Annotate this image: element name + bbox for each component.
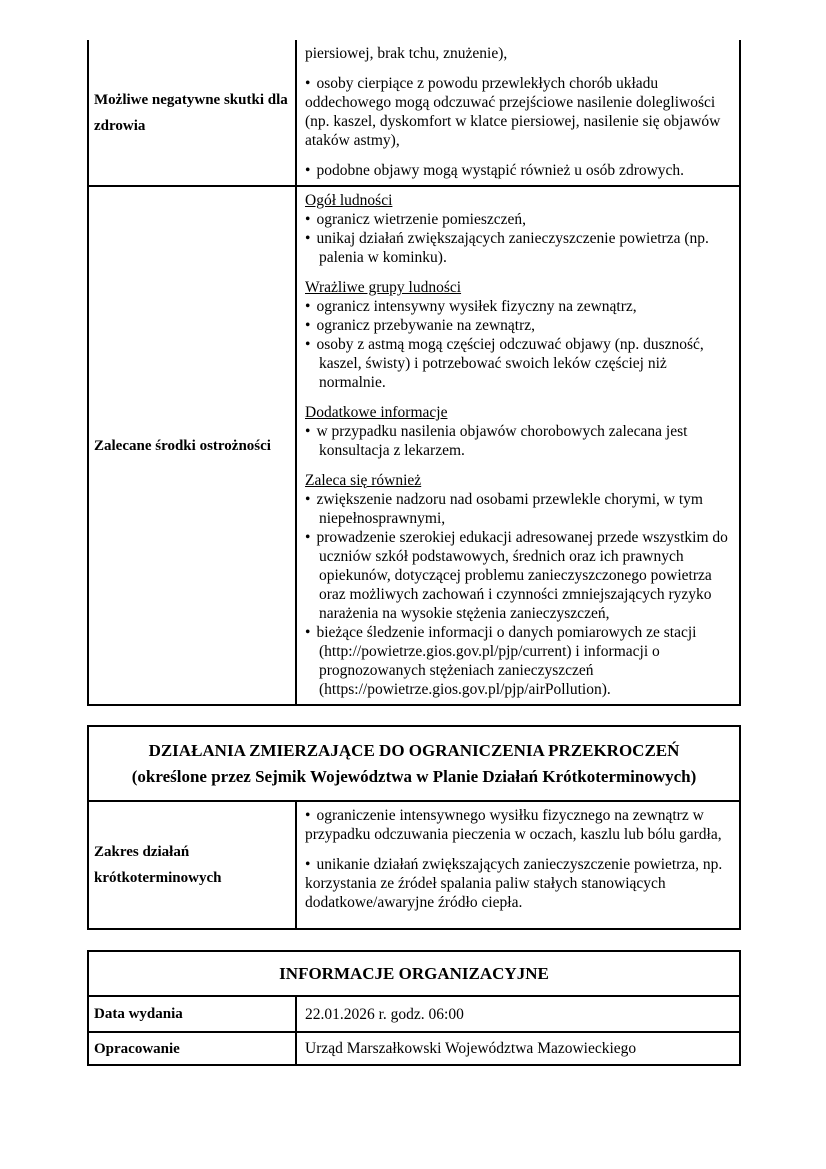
short-term-actions-table	[87, 725, 741, 930]
bullet-item: • podobne objawy mogą wystąpić również u osób zdrowych.	[305, 161, 733, 180]
table-row	[89, 800, 739, 928]
row-label: Data wydania	[89, 997, 297, 1031]
bullet-item: • w przypadku nasilenia objawów chorobowych zalecana jest konsultacja z lekarzem.	[305, 422, 733, 460]
row-content	[297, 802, 739, 928]
row-label: Zalecane środki ostrożności	[89, 187, 297, 704]
content-section	[305, 806, 733, 844]
bullet-item: • zwiększenie nadzoru nad osobami przewlekle chorymi, w tym niepełnosprawnymi,	[305, 490, 733, 528]
organizational-info-table	[87, 950, 741, 1066]
bullet-item: • osoby cierpiące z powodu przewlekłych chorób układu oddechowego mogą odczuwać przejściowe nasilenie dolegliwości (np. kaszel, dyskomfort w klatce piersiowej, nasilenie się objawów ataków astmy),	[305, 74, 733, 150]
bullet-item: • unikanie działań zwiększających zanieczyszczenie powietrza, np. korzystania ze źródeł spalania paliw stałych stanowiących dodatkowe/awaryjne źródło ciepła.	[305, 855, 733, 912]
section-heading: Dodatkowe informacje	[305, 404, 448, 421]
table-row	[89, 1031, 739, 1064]
content-section	[305, 74, 733, 150]
row-content	[297, 40, 739, 185]
section-heading: Wrażliwe grupy ludności	[305, 279, 462, 296]
bullet-item: • prowadzenie szerokiej edukacji adresowanej przede wszystkim do uczniów szkół podstawowych, średnich oraz ich prawnych opiekunów, dotyczącej problemu zanieczyszczonego powietrza oraz możliwych zachowań i czynności zmniejszających ryzyko narażenia na wysokie stężenia zanieczyszczeń,	[305, 528, 733, 623]
section-heading: Zaleca się również	[305, 472, 422, 489]
content-section	[305, 278, 733, 392]
bullet-item: • unikaj działań zwiększających zanieczyszczenie powietrza (np. palenia w kominku).	[305, 229, 733, 267]
org-info-header: INFORMACJE ORGANIZACYJNE	[279, 963, 549, 983]
table-row	[89, 185, 739, 704]
row-label: Zakres działań krótkoterminowych	[89, 802, 297, 928]
bullet-item: • ograniczenie intensywnego wysiłku fizycznego na zewnątrz w przypadku odczuwania pieczenia w oczach, kaszlu lub bólu gardła,	[305, 806, 733, 844]
content-section	[305, 44, 733, 63]
health-effects-table	[87, 40, 741, 706]
bullet-item: • osoby z astmą mogą częściej odczuwać objawy (np. duszność, kaszel, świsty) i potrzebować swoich leków częściej niż normalnie.	[305, 335, 733, 392]
actions-header-line1: DZIAŁANIA ZMIERZAJĄCE DO OGRANICZENIA PRZEKROCZEŃ	[148, 740, 680, 760]
section-heading: Ogół ludności	[305, 192, 393, 209]
content-section	[305, 403, 733, 460]
bullet-item: • ogranicz intensywny wysiłek fizyczny na zewnątrz,	[305, 297, 733, 316]
content-section	[305, 471, 733, 699]
row-content	[297, 187, 739, 704]
content-section	[305, 161, 733, 180]
row-value: 22.01.2026 r. godz. 06:00	[305, 1005, 464, 1023]
actions-header-line2: (określone przez Sejmik Województwa w Planie Działań Krótkoterminowych)	[131, 766, 697, 786]
bullet-item: • ogranicz przebywanie na zewnątrz,	[305, 316, 733, 335]
row-label: Możliwe negatywne skutki dla zdrowia	[89, 40, 297, 185]
row-value: Urząd Marszałkowski Województwa Mazowieckiego	[305, 1040, 637, 1057]
document-body	[87, 40, 741, 1066]
row-label: Opracowanie	[89, 1033, 297, 1064]
content-section	[305, 191, 733, 267]
actions-table-header	[89, 727, 739, 800]
bullet-item: • bieżące śledzenie informacji o danych pomiarowych ze stacji (http://powietrze.gios.gov.pl/pjp/current) i informacji o prognozowanych stężeniach zanieczyszczeń (https://powietrze.gios.gov.pl/pjp/airPollution).	[305, 623, 733, 699]
text-paragraph: piersiowej, brak tchu, znużenie),	[305, 45, 508, 62]
content-section	[305, 855, 733, 912]
table-row	[89, 40, 739, 185]
table-row	[89, 995, 739, 1031]
bullet-item: • ogranicz wietrzenie pomieszczeń,	[305, 210, 733, 229]
